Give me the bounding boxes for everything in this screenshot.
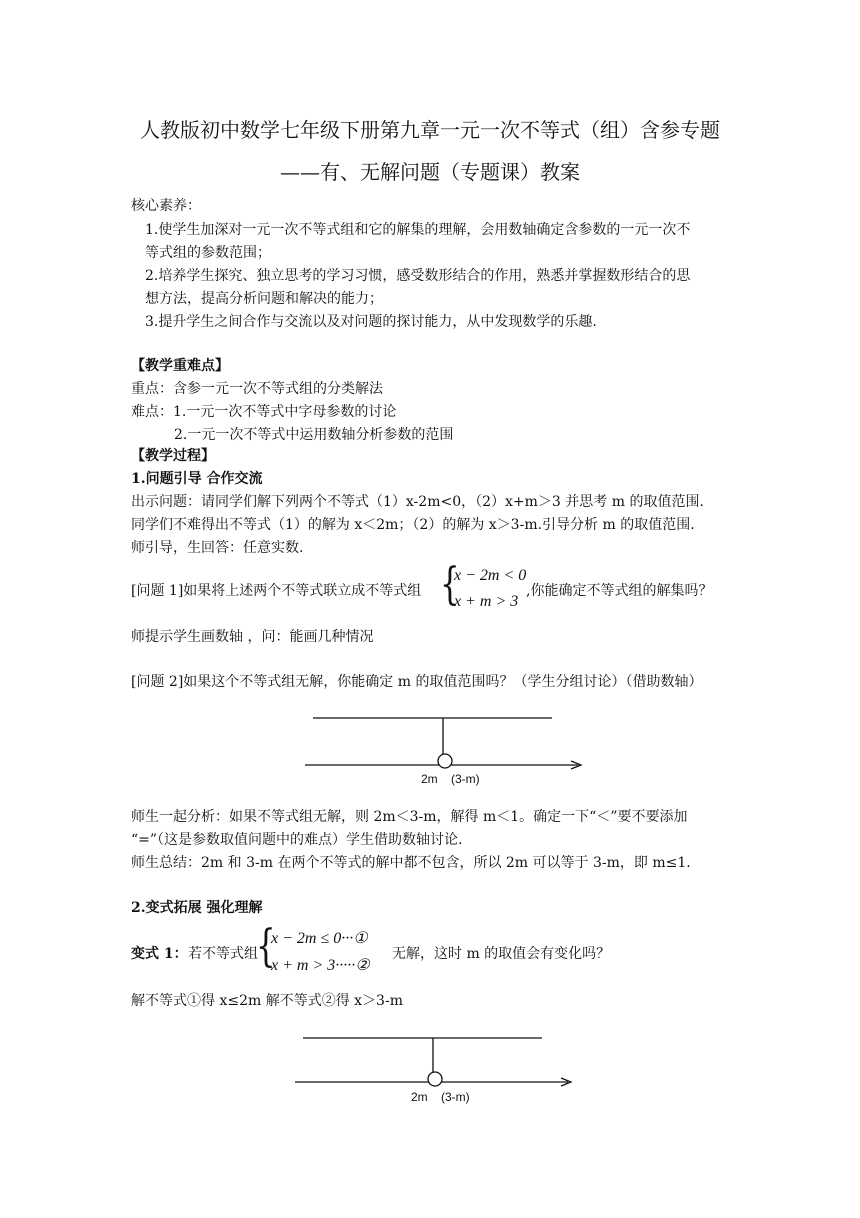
core-item2-a: 2.培养学生探究、独立思考的学习习惯，感受数形结合的作用，熟悉并掌握数形结合的思 [145,268,691,284]
system-brace-1: { [440,559,460,610]
question2: [问题 2]如果这个不等式组无解，你能确定 m 的取值范围吗？（学生分组讨论）（借助数轴） [131,674,703,690]
axis2-label-3-m: (3-m) [441,1090,470,1104]
system2-eq2: x + m > 3·····② [271,957,370,974]
core-heading: 核心素养： [131,198,201,214]
system1-eq1: x − 2m < 0 [454,567,527,584]
para-4: 师提示学生画数轴 ，问：能画几种情况 [131,629,374,645]
question1-tail: ,你能确定不等式组的解集吗？ [526,583,713,599]
para-3: 师引导，生回答：任意实数. [131,540,304,556]
section1-heading: 1.问题引导 合作交流 [131,471,263,487]
system1-eq2: x + m > 3 [454,593,519,610]
variant1-tail: 无解，这时 m 的取值会有变化吗？ [392,946,611,962]
para-6: 师生总结：2m 和 3-m 在两个不等式的解中都不包含，所以 2m 可以等于 3-m，即 m≤1. [131,855,691,871]
axis2-label-2m: 2m [411,1090,428,1104]
core-item3: 3.提升学生之间合作与交流以及对问题的探讨能力，从中发现数学的乐趣. [145,314,597,330]
para-1: 出示问题：请同学们解下列两个不等式（1）x-2m<0，（2）x+m＞3 并思考 m 的取值范围. [131,494,704,510]
number-line-diagram-1 [300,710,600,790]
focus-heading: 【教学重难点】 [131,358,229,374]
para-5a: 师生一起分析：如果不等式组无解，则 2m＜3-m，解得 m＜1。确定一下“＜”要不要添加 [131,809,688,825]
system-brace-2: { [256,921,276,972]
process-heading: 【教学过程】 [131,448,215,464]
focus-difficulty-1: 难点：1.一元一次不等式中字母参数的讨论 [131,404,397,420]
focus-difficulty-2: 2.一元一次不等式中运用数轴分析参数的范围 [174,427,454,443]
variant1-label: 变式 1： [131,946,188,962]
axis1-label-3-m: (3-m) [451,772,480,786]
open-circle-point [428,1072,442,1086]
number-line-diagram-2 [290,1030,590,1110]
doc-title-line1: 人教版初中数学七年级下册第九章一元一次不等式（组）含参专题 [140,118,720,142]
section2-heading: 2.变式拓展 强化理解 [131,900,263,916]
open-circle-point [438,754,452,768]
system2-eq1: x − 2m ≤ 0···① [271,930,368,947]
doc-title-line2: ——有、无解问题（专题课）教案 [280,160,580,184]
variant1-solve: 解不等式①得 x≤2m 解不等式②得 x＞3-m [131,993,403,1009]
core-item1-a: 1.使学生加深对一元一次不等式组和它的解集的理解，会用数轴确定含参数的一元一次不 [145,222,691,238]
question1-lead: [问题 1]如果将上述两个不等式联立成不等式组 [131,583,422,599]
axis1-label-2m: 2m [421,772,438,786]
core-item2-b: 想方法，提高分析问题和解决的能力； [145,291,383,307]
para-2: 同学们不难得出不等式（1）的解为 x＜2m；（2）的解为 x＞3-m.引导分析 m 的取值范围. [131,517,695,533]
para-5b: “=”（这是参数取值问题中的难点）学生借助数轴讨论. [131,832,463,848]
focus-key: 重点：含参一元一次不等式组的分类解法 [131,381,383,397]
variant1-lead: 若不等式组 [188,946,258,962]
core-item1-b: 等式组的参数范围； [145,245,271,261]
